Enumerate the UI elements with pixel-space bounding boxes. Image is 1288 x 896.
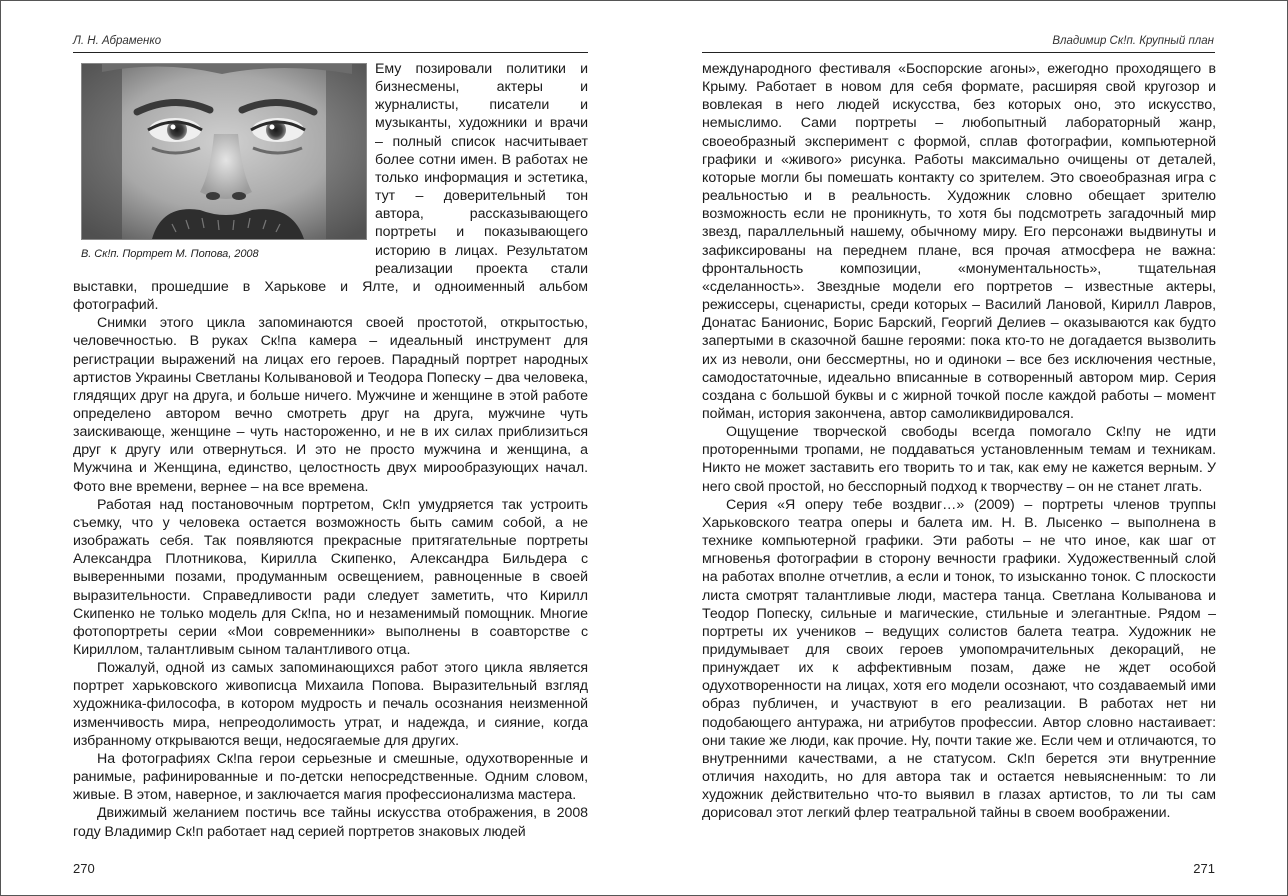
header-rule-right: [702, 52, 1215, 53]
running-head-left: Л. Н. Абраменко: [73, 35, 162, 47]
left-page-text: [73, 60, 588, 841]
right-page: [644, 1, 1287, 895]
portrait-face-image: [82, 64, 366, 239]
paragraph: На фотографиях Ск!па герои серьезные и смешные, одухотворенные и ранимые, рафинированные и по-детски непосредственные. Одним словом, живые. В этом, наверное, и заключается магия профессионализма мастера.: [73, 750, 588, 804]
portrait-figure: [73, 60, 367, 261]
paragraph: Пожалуй, одной из самых запоминающихся работ этого цикла является портрет харьковского живописца Михаила Попова. Выразительный взгляд художника-философа, в котором мудрость и печаль осознания неизменной изменчивость мира, непреодолимость утрат, и надежда, и сияние, когда избранному открываются вещи, недосягаемые для других.: [73, 660, 588, 749]
paragraph: Ему позировали политики и бизнесмены, актеры и журналисты, писатели и музыканты, художники и врачи – полный список насчитывает более сотни имен. В работах не только информация и эстетика, тут – доверительный тон автора, рассказывающего портреты и показывающего историю в лицах. Результатом реализации проекта стали выставки, прошедшие в Харькове и Ялте, и одноименный альбом фотографий.: [73, 61, 588, 314]
paragraph: Снимки этого цикла запоминаются своей простотой, открытостью, человечностью. В руках Ск!па камера – идеальный инструмент для регистрации выражений на лицах его героев. Парадный портрет народных артистов Украины Светланы Колывановой и Теодора Попеску – два человека, глядящих друг на друга, и больше ничего. Мужчине и женщине в этой работе определено автором вечно смотреть друг на друга, мужчине чуть заискивающе, женщине – чуть настороженно, и не в их силах приблизиться друг к другу или отвернуться. И это не просто мужчина и женщина, а Мужчина и Женщина, единство, целостность двух мирообразующих начал. Фото вне времени, вернее – на все времена.: [73, 315, 588, 495]
paragraph: Серия «Я оперу тебе воздвиг…» (2009) – портреты членов труппы Харьковского театра оперы и балета им. Н. В. Лысенко – выполнена в технике компьютерной графики. Эти работы – не что иное, как шаг от мгновенья фотографии в сторону вечности графики. Художественный слой на работах вполне отчетлив, а если и тонок, то изысканно тонок. С плоскости листа смотрят талантливые люди, мастера танца. Светлана Колыванова и Теодор Попеску, сильные и магические, стильные и элегантные. Рядом – портреты их учеников – ведущих солистов балета театра. Художник не придумывает для своих героев умопомрачительных декораций, не принуждает их к аффективным позам, даже не ждет особой одухотворенности на лицах, хотя его модели осознают, что создаваемый ими образ публичен, и участвуют в его реализации. В работах нет ни подобающего антуража, ни атрибутов профессии. Автор словно настаивает: они такие же люди, как прочие. Ну, почти такие же. Если чем и отличаются, то внутренними качествами, а не статусом. Ск!п берется эти внутренние отличия находить, но для автора так и остается невыясненным: то ли художник действительно что-то выявил в глазах артистов, то ли ты сам дорисовал этот легкий флер театральной тайны в своем воображении.: [702, 496, 1216, 822]
figure-caption: В. Ск!п. Портрет М. Попова, 2008: [81, 248, 259, 260]
running-head-right: Владимир Ск!п. Крупный план: [1052, 35, 1214, 47]
header-rule-left: [73, 52, 588, 53]
paragraph: Работая над постановочным портретом, Ск!п умудряется так устроить съемку, что у человека остается возможность быть самим собой, а не изображать себя. Так появляются прекрасные притягательные портреты Александра Плотникова, Кирилла Скипенко, Александра Бильдера с выверенными позами, продуманным освещением, равноценные в своей выразительности. Справедливости ради следует заметить, что Кирилл Скипенко не только модель для Ск!па, но и незаменимый помощник. Многие фотопортреты серии «Мои современники» выполнены в соавторстве с Кириллом, талантливым сыном талантливого отца.: [73, 496, 588, 658]
paragraph: Движимый желанием постичь все тайны искусства отображения, в 2008 году Владимир Ск!п работает над серией портретов знаковых людей: [73, 805, 588, 840]
paragraph: Ощущение творческой свободы всегда помогало Ск!пу не идти проторенными тропами, не поддаваться установленным темам и техникам. Никто не может заставить его творить то и так, как ему не кажется верным. У него свой простой, но бесспорный подход к творчеству – он не станет лгать.: [702, 424, 1216, 495]
left-page: [1, 1, 644, 895]
paragraph: международного фестиваля «Боспорские агоны», ежегодно проходящего в Крыму. Работает в новом для себя формате, расширяя свой кругозор и вовлекая в него людей искусства, без которых оно, это искусство, немыслимо. Сами портреты – любопытный лабораторный жанр, своеобразный эксперимент с формой, сплав фотографии, компьютерной графики и «живого» рисунка. Работы максимально очищены от деталей, которые могли бы помешать контакту со зрителем. Это своеобразная игра с реальностью и в реальность. Художник словно обещает зрителю возможность если не проникнуть, то хотя бы подсмотреть загадочный мир звезд, параллельный нашему, обычному миру. Его персонажи выдвинуты и зафиксированы на переднем плане, вся прочая атмосфера не важна: фронтальность композиции, «монументальность», тщательная «сделанность». Звездные модели его портретов – известные актеры, режиссеры, сценаристы, среди которых – Василий Лановой, Кирилл Лавров, Донатас Банионис, Борис Барский, Георгий Делиев – оказываются как будто запертыми в сказочной башне героями: пока кто-то не догадается вызволить их из неволи, они бессмертны, но и одиноки – все без исключения честные, самодостаточные, идеально вписанные в сотворенный автором мир. Серия создана с большой буквы и с жирной точкой после каждой работы – момент пойман, история закончена, автор самоликвидировался.: [702, 61, 1216, 422]
page-number-right: 271: [1193, 861, 1215, 876]
page-number-left: 270: [73, 861, 95, 876]
right-page-text: [702, 60, 1216, 823]
portrait-photo: [81, 63, 367, 240]
